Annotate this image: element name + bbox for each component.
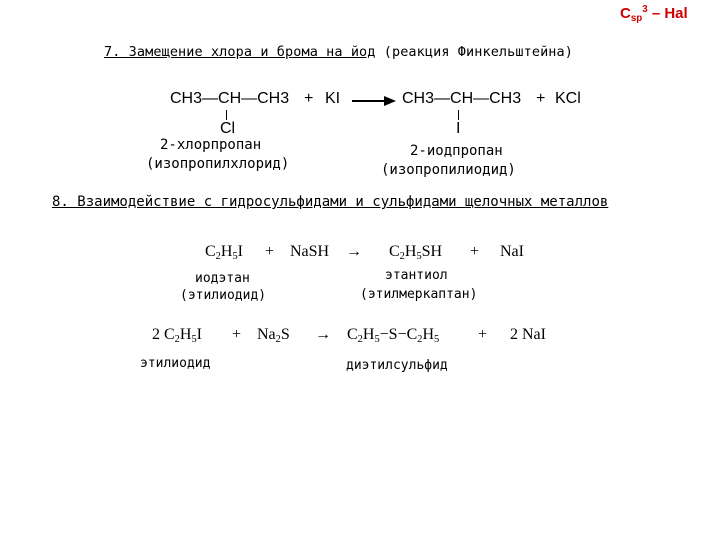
left-bond-line: [226, 110, 227, 120]
eq1-right-name: этантиол: [385, 268, 448, 283]
eq2-left-name: этилиодид: [140, 356, 211, 371]
section7-eq-left-chain: CH3—CH—CH3: [170, 90, 290, 107]
eq2-product1: $C_2H_5-S-C_2H_5$: [347, 326, 440, 346]
section7-eq-reagent: KI: [325, 90, 341, 107]
eq2-product2: 2 NaI: [510, 326, 546, 343]
eq2-right-name: диэтилсульфид: [346, 358, 448, 373]
right-compound-alt-name: (изопропилиодид): [381, 162, 516, 178]
eq2-plus1: +: [232, 326, 242, 343]
left-compound-alt-name: (изопропилхлорид): [146, 156, 290, 172]
eq2-reactant2: $Na_2S$: [257, 326, 290, 346]
section7-heading-underlined: 7. Замещение хлора и брома на йод: [104, 44, 376, 60]
section7-heading: [104, 44, 573, 60]
eq2-arrow: →: [315, 326, 331, 343]
eq1-product1: $C_2H_5SH$: [389, 243, 443, 263]
section7-eq-right-chain: CH3—CH—CH3: [402, 90, 522, 107]
eq1-reactant1: $C_2H_5I$: [205, 243, 243, 263]
section7-eq-plus2: +: [536, 90, 546, 107]
section7-eq-plus1: +: [304, 90, 314, 107]
right-compound-name: 2-иодпропан: [410, 143, 503, 159]
eq2-plus2: +: [478, 326, 488, 343]
corner-suffix: – Hal: [647, 4, 688, 22]
eq1-right-alt-name: (этилмеркаптан): [360, 287, 478, 302]
section7-eq-byproduct: KCl: [555, 90, 581, 107]
corner-label: [620, 4, 688, 24]
eq2-reactant1: 2 $C_2H_5I$: [152, 326, 202, 346]
eq1-left-alt-name: (этилиодид): [180, 288, 267, 303]
eq1-product2: NaI: [500, 243, 524, 260]
eq1-left-name: иодэтан: [195, 271, 250, 286]
left-compound-name: 2-хлорпропан: [160, 137, 262, 153]
section8-heading: 8. Взаимодействие с гидросульфидами и сульфидами щелочных металлов: [52, 194, 609, 210]
eq1-plus1: +: [265, 243, 275, 260]
right-substituent: I: [456, 120, 461, 137]
eq1-reactant2: NaSH: [290, 243, 330, 260]
right-bond-line: [458, 110, 459, 120]
corner-superscript: 3: [642, 4, 648, 15]
left-substituent: Cl: [220, 120, 236, 137]
section7-heading-rest: (реакция Финкельштейна): [375, 44, 573, 60]
eq1-arrow: →: [346, 243, 362, 260]
eq1-plus2: +: [470, 243, 480, 260]
corner-symbol: C: [620, 4, 631, 22]
corner-subscript: sp: [630, 12, 643, 24]
reaction-arrow: [352, 94, 396, 108]
